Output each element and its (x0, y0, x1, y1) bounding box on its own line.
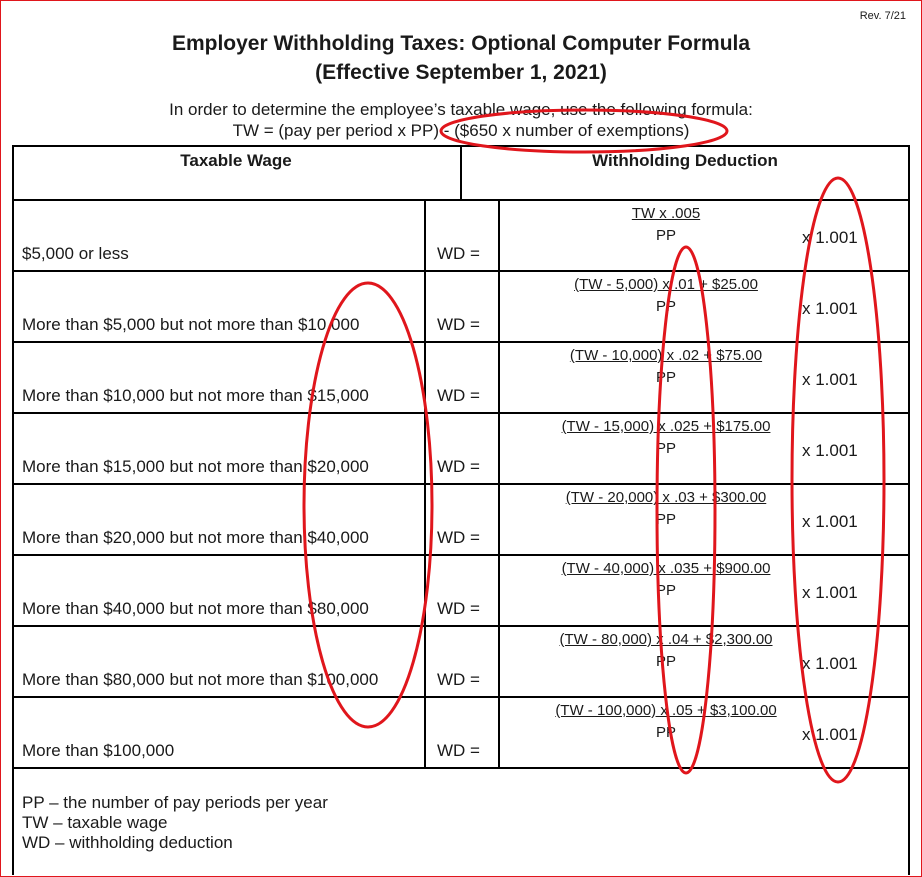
row-divider-formula (498, 698, 500, 769)
formula-numerator: (TW - 100,000) x .05 + $3,100.00 (555, 702, 777, 719)
row-divider-formula (498, 627, 500, 698)
wd-label: WD = (437, 457, 480, 476)
formula-numerator: (TW - 20,000) x .03 + $300.00 (565, 489, 767, 506)
row-divider-range (424, 272, 426, 343)
header-withholding-deduction: Withholding Deduction (592, 151, 778, 170)
formula-numerator: (TW - 80,000) x .04 + $2,300.00 (559, 631, 773, 648)
row-bottom-rule (12, 341, 910, 343)
formula-denominator: PP (655, 298, 677, 315)
legend-item: PP – the number of pay periods per year (22, 793, 328, 812)
row-bottom-rule (12, 696, 910, 698)
wd-label: WD = (437, 741, 480, 760)
multiplier: x 1.001 (802, 725, 858, 744)
formula-numerator: (TW - 5,000) x .01 + $25.00 (574, 276, 758, 293)
formula-numerator: (TW - 40,000) x .035 + $900.00 (561, 560, 771, 577)
wd-label: WD = (437, 528, 480, 547)
row-divider-formula (498, 485, 500, 556)
row-bottom-rule (12, 625, 910, 627)
revision-label: Rev. 7/21 (859, 10, 906, 22)
formula-numerator: (TW - 10,000) x .02 + $75.00 (569, 347, 763, 364)
table-left-rule (12, 145, 14, 875)
row-divider-formula (498, 556, 500, 627)
row-bottom-rule (12, 270, 910, 272)
formula-denominator: PP (655, 369, 677, 386)
multiplier: x 1.001 (802, 370, 858, 389)
bracket-range: More than $80,000 but not more than $100,000 (22, 670, 379, 689)
table-right-rule (908, 145, 910, 875)
formula-denominator: PP (655, 653, 677, 670)
row-divider-formula (498, 343, 500, 414)
wd-label: WD = (437, 244, 480, 263)
taxable-wage-formula: TW = (pay per period x PP) - ($650 x number of exemptions) (232, 121, 690, 140)
bracket-range: More than $100,000 (22, 741, 175, 760)
row-bottom-rule (12, 483, 910, 485)
multiplier: x 1.001 (802, 583, 858, 602)
row-divider-range (424, 485, 426, 556)
effective-date: (Effective September 1, 2021) (315, 61, 607, 84)
row-bottom-rule (12, 412, 910, 414)
row-divider-range (424, 556, 426, 627)
wd-label: WD = (437, 599, 480, 618)
formula-numerator: (TW - 15,000) x .025 + $175.00 (561, 418, 771, 435)
formula-denominator: PP (655, 724, 677, 741)
formula-denominator: PP (655, 227, 677, 244)
multiplier: x 1.001 (802, 654, 858, 673)
formula-numerator: TW x .005 (631, 205, 701, 222)
bracket-range: More than $40,000 but not more than $80,000 (22, 599, 369, 618)
row-divider-range (424, 201, 426, 272)
row-divider-range (424, 343, 426, 414)
row-divider-range (424, 627, 426, 698)
formula-denominator: PP (655, 440, 677, 457)
multiplier: x 1.001 (802, 441, 858, 460)
bracket-range: More than $20,000 but not more than $40,000 (22, 528, 369, 547)
row-divider-range (424, 414, 426, 485)
bracket-range: More than $15,000 but not more than $20,000 (22, 457, 369, 476)
legend-item: TW – taxable wage (22, 813, 168, 832)
row-divider-range (424, 698, 426, 769)
page-title: Employer Withholding Taxes: Optional Computer Formula (171, 32, 751, 55)
wd-label: WD = (437, 386, 480, 405)
multiplier: x 1.001 (802, 228, 858, 247)
wd-label: WD = (437, 315, 480, 334)
row-divider-formula (498, 272, 500, 343)
bracket-range: More than $5,000 but not more than $10,000 (22, 315, 360, 334)
header-taxable-wage: Taxable Wage (180, 151, 292, 170)
row-divider-formula (498, 414, 500, 485)
header-bottom-rule (12, 199, 910, 201)
intro-text: In order to determine the employee’s taxable wage, use the following formula: (169, 100, 753, 119)
wd-label: WD = (437, 670, 480, 689)
bracket-range: $5,000 or less (22, 244, 129, 263)
row-bottom-rule (12, 554, 910, 556)
legend-item: WD – withholding deduction (22, 833, 233, 852)
formula-denominator: PP (655, 511, 677, 528)
row-bottom-rule (12, 767, 910, 769)
multiplier: x 1.001 (802, 512, 858, 531)
formula-denominator: PP (655, 582, 677, 599)
row-divider-formula (498, 201, 500, 272)
multiplier: x 1.001 (802, 299, 858, 318)
bracket-range: More than $10,000 but not more than $15,000 (22, 386, 369, 405)
